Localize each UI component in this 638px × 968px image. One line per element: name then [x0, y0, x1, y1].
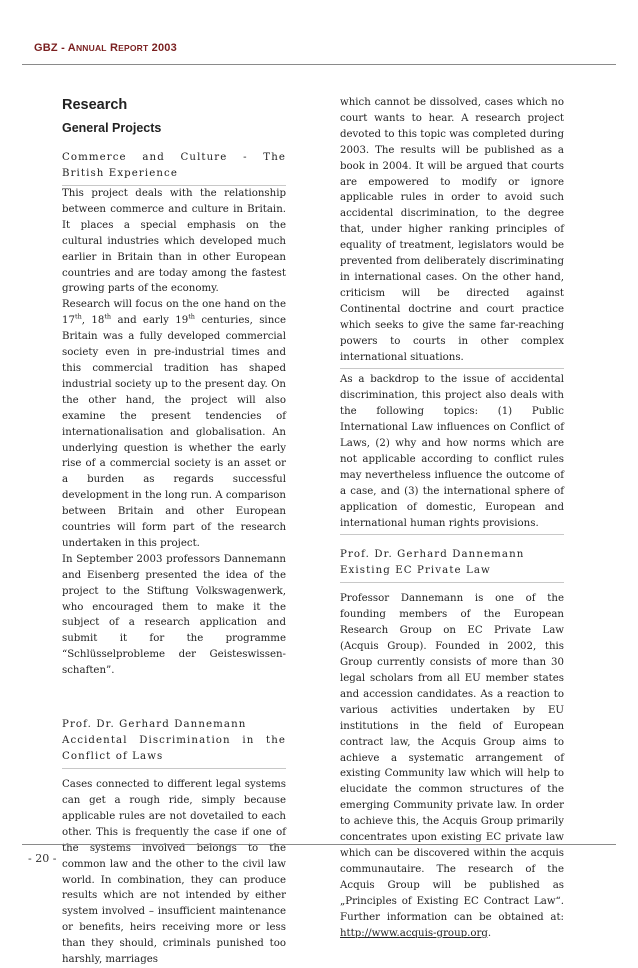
text: .: [487, 927, 492, 939]
header-title-b: NNUAL: [75, 43, 107, 53]
section-title-ec-private-law: Existing EC Private Law: [340, 563, 564, 583]
superscript: th: [74, 312, 82, 321]
header-title-a: A: [67, 42, 76, 54]
acquis-group-link[interactable]: http://www.acquis-group.org: [340, 927, 488, 939]
page-title: Research: [62, 97, 128, 113]
header-title-d: EPORT: [118, 43, 149, 53]
footer-rule: [22, 844, 616, 845]
text: 19: [175, 315, 189, 327]
text: 18: [91, 315, 105, 327]
left-column: [62, 96, 286, 968]
superscript: th: [104, 312, 112, 321]
header-rule: [22, 64, 616, 65]
text: Professor Dannemann is one of the founding members of the European Research Group on EC Private Law (Acquis Group). Founded in 2002, this Group currently consists of more than 30 legal scholars from all EU member states and accession candidates. As a reaction to various activities undertaken by EU institutions in the field of European contract law, the Acquis Group aims to achieve a systematic arrangement of existing Community law which will help to elucidate the common structures of the emerging Community private law. In order to achieve this, the Acquis Group primarily concentrates upon existing EC private law which can be discovered within the acquis communautaire. The research of the Acquis Group will be published as „Principles of Existing EC Contract Law“. Further information can be obtained at:: [340, 593, 564, 923]
section-author: Prof. Dr. Gerhard Dannemann: [62, 719, 247, 731]
superscript: th: [188, 312, 195, 321]
section-title-commerce: Commerce and Culture - The British Experience: [62, 150, 286, 186]
paragraph: [62, 297, 286, 552]
text: Research will focus on the one hand on the: [62, 299, 286, 311]
running-header: [34, 42, 177, 54]
header-year: 2003: [148, 42, 177, 54]
text: and early: [111, 315, 176, 327]
page-subtitle: General Projects: [62, 121, 162, 135]
section-author: Prof. Dr. Gerhard Dannemann: [340, 549, 525, 561]
page-number: - 20 -: [28, 852, 57, 865]
paragraph: [340, 591, 564, 941]
text: ,: [81, 315, 92, 327]
header-org: GBZ -: [34, 42, 68, 54]
header-title-c: R: [106, 42, 119, 54]
right-column: [340, 95, 564, 941]
paragraph: In September 2003 professors Dannemann and Eisenberg presented the idea of the project to the Stiftung Volkswagenwerk, who encouraged them to make it the subject of a research application and submit it for the programme “Schlüsselprobleme der Geisteswissen-schaften”.: [62, 553, 286, 677]
paragraph: which cannot be dissolved, cases which no court wants to hear. A research project devoted to this topic was completed during 2003. The results will be published as a book in 2004. It will be argued that courts are empowered to modify or ignore applicable rules in order to avoid such accidental discrimination, to the degree that, under higher ranking principles of equality of treatment, legislators would be prevented from deliberately discriminating in international cases. On the other hand, criticism will be directed against Continental doctrine and court practice which seeks to give the same far-reaching powers to courts in other complex international situations.: [340, 95, 564, 369]
paragraph: Cases connected to different legal systems can get a rough ride, simply because applicable rules are not dovetailed to each other. This is frequently the case if one of the systems involved belongs to the common law and the other to the civil law world. In combination, they can produce results which are not intended by either system involved – insufficient maintenance or benefits, heirs receiving more or less than they should, criminals punished too harshly, marriages: [62, 779, 286, 966]
paragraph: As a backdrop to the issue of accidental discrimination, this project also deals with the following topics: (1) Public International Law influences on Conflict of Laws, (2) why and how norms which are not applicable according to conflict rules may nevertheless influence the outcome of a case, and (3) the international sphere of application of domestic, European and international human rights provisions.: [340, 372, 564, 535]
text: centuries, since Britain was a fully developed commercial society even in pre-industrial times and this commercial tradition has shaped industrial society up to the present day. On the other hand, the project will also examine the present tendencies of internationalisation and globalisation. An underlying question is whether the early rise of a commercial society is an asset or a burden as regards successful development in the long run. A comparison between Britain and other European countries will form part of the research undertaken in this project.: [62, 315, 286, 549]
paragraph: This project deals with the relationship between commerce and culture in Britain. It places a special emphasis on the cultural industries which developed much earlier in Britain than in other European countries and are today among the fastest growing parts of the economy.: [62, 188, 286, 295]
section-title-accidental: Accidental Discrimination in the Conflict of Laws: [62, 733, 286, 769]
text: 17: [62, 315, 75, 327]
